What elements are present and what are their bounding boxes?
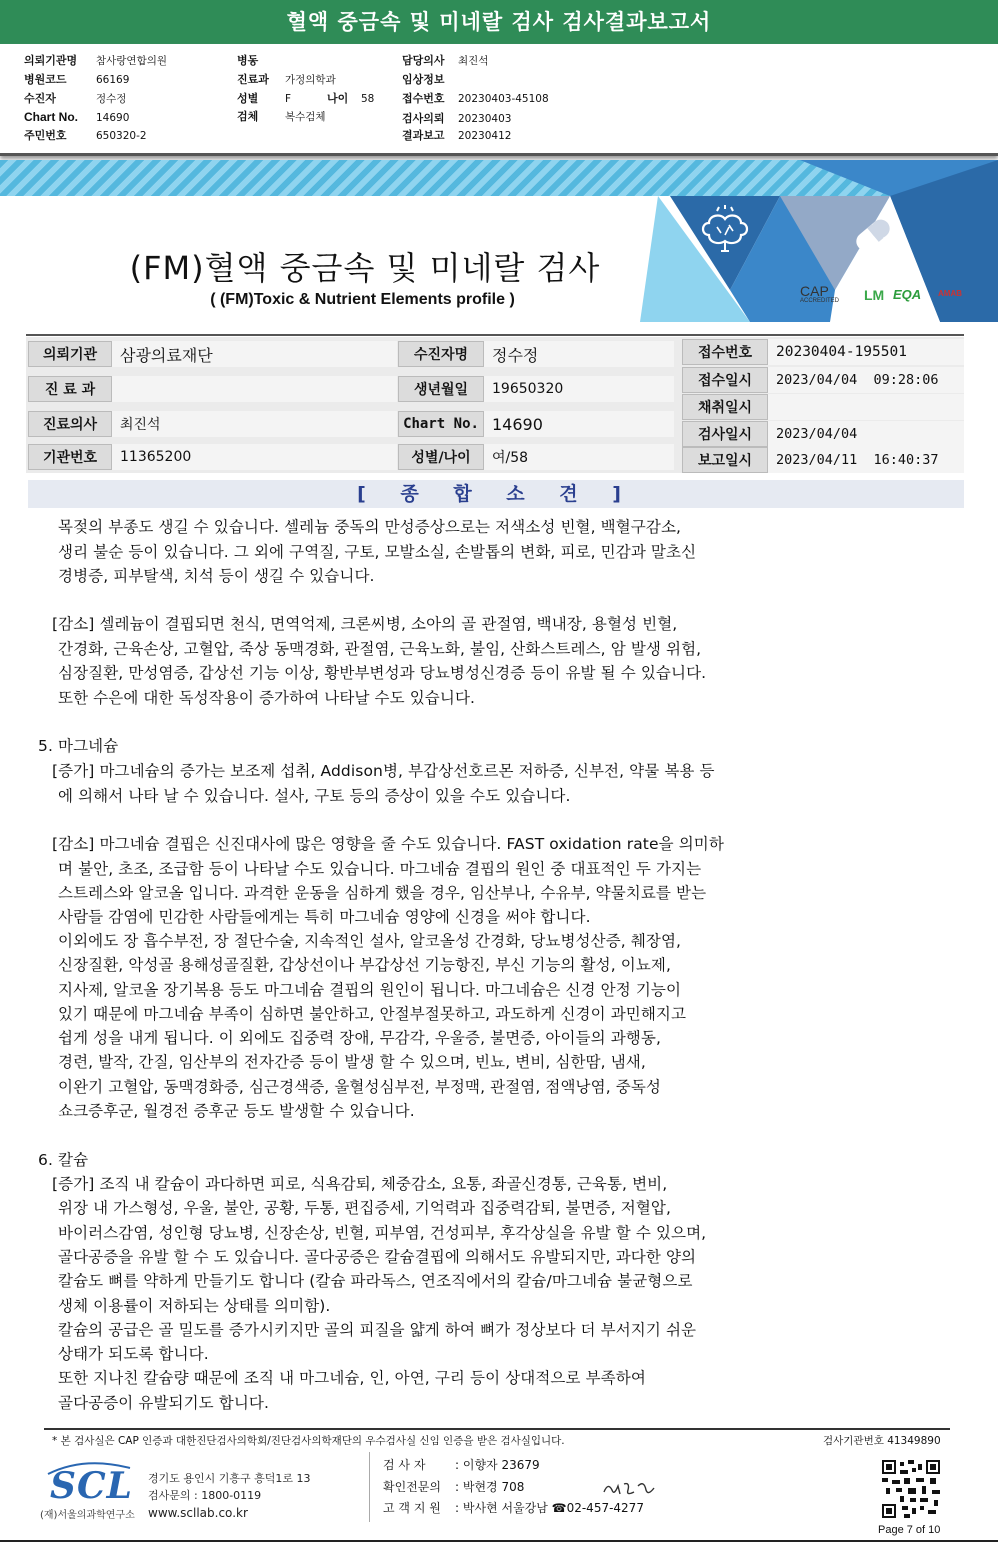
page-number: Page 7 of 10 [878, 1524, 941, 1536]
ih-report-date: 결과보고 20230412 [402, 129, 512, 142]
ih-requester: 의뢰기관명 참사랑연합의원 [24, 54, 168, 67]
text-line: 생체 이용률이 저하되는 상태를 의미함). [58, 1297, 331, 1315]
text-line: 골다공증을 유발 할 수 도 있습니다. 골다공증은 칼슘결핍에 의해서도 유발되지만, 과다한 양의 [58, 1248, 697, 1266]
ih-request-date: 검사의뢰 20230403 [402, 112, 512, 125]
ih-accession-no: 접수번호 20230403-45108 [402, 92, 549, 105]
institution-number: 검사기관번호 41349890 [823, 1435, 941, 1447]
label-institution-no: 기관번호 [28, 444, 112, 470]
text-line: 간경화, 근육손상, 고혈압, 죽상 동맥경화, 관절염, 근육노화, 불임, 산화스트레스, 암 발생 위험, [58, 640, 702, 658]
label-birthdate: 생년월일 [398, 376, 484, 402]
label-patient-name: 수진자명 [398, 341, 484, 367]
label-tested-at: 검사일시 [682, 421, 768, 447]
bottom-rule [0, 1540, 998, 1542]
qr-code [882, 1460, 940, 1518]
label-doctor: 진료의사 [28, 411, 112, 437]
ih-patient: 수진자 정수정 [24, 92, 127, 105]
label-sex-age: 성별/나이 [398, 444, 484, 470]
summary-header: [ 종 합 소 견 ] [28, 480, 964, 508]
text-line: 또한 지나친 칼슘량 때문에 조직 내 마그네슘, 인, 아연, 구리 등이 상대적으로 부족하여 [58, 1369, 646, 1387]
specialist-signature [600, 1478, 660, 1500]
text-line: 사람들 감염에 민감한 사람들에게는 특히 마그네슘 영양에 신경을 써야 합니다. [58, 908, 591, 926]
lab-address: 경기도 용인시 기흥구 흥덕1로 13 [148, 1472, 311, 1485]
text-line: 생리 불순 등이 있습니다. 그 외에 구역질, 구토, 모발소실, 손발톱의 변화, 피로, 민감과 말초신 [58, 543, 697, 561]
contact-support: 고 객 지 원 : 박사현 서울강남 ☎02-457-4277 [383, 1501, 644, 1515]
contact-specialist: 확인전문의 : 박현경 708 [383, 1480, 525, 1494]
ih-resident-no: 주민번호 650320-2 [24, 129, 147, 142]
text-line: 칼슘의 공급은 골 밀도를 증가시키지만 골의 피질을 얇게 하여 뼈가 정상보다 더 부서지기 쉬운 [58, 1321, 697, 1339]
text-line: 있기 때문에 마그네슘 부족이 심하면 불안하고, 안절부절못하고, 과도하게 신경이 과민해지고 [58, 1005, 687, 1023]
value-patient-name: 정수정 [484, 341, 674, 367]
text-line: 칼슘도 뼈를 약하게 만들기도 합니다 (칼슘 파라독스, 연조직에서의 칼슘/마그네슘 불균형으로 [58, 1272, 693, 1290]
report-title: (FM)혈액 중금속 및 미네랄 검사 [129, 249, 601, 287]
value-birthdate: 19650320 [484, 376, 674, 402]
value-chart-no: 14690 [484, 411, 674, 437]
text-line: 스트레스와 알코올 입니다. 과격한 운동을 심하게 했을 경우, 임산부나, 수유부, 약물치료를 받는 [58, 884, 707, 902]
text-line: [감소] 마그네슘 결핍은 신진대사에 많은 영향을 줄 수도 있습니다. FAST oxidation rate을 의미하 [52, 835, 724, 853]
section-heading-magnesium: 5. 마그네슘 [38, 737, 119, 755]
label-received-at: 접수일시 [682, 367, 768, 393]
footer-divider [369, 1452, 370, 1522]
value-received-at: 2023/04/04 09:28:06 [768, 367, 964, 393]
label-accession-no: 접수번호 [682, 339, 768, 365]
text-line: 상태가 되도록 합니다. [58, 1345, 209, 1363]
value-sex-age: 여/58 [484, 444, 674, 470]
text-line: 이외에도 장 흡수부전, 장 절단수술, 지속적인 설사, 알코올성 간경화, 당뇨병성산증, 췌장염, [58, 932, 682, 950]
label-collected-at: 채취일시 [682, 394, 768, 420]
lab-inquiry-phone: 검사문의 : 1800-0119 [148, 1489, 262, 1502]
value-accession-no: 20230404-195501 [768, 339, 964, 365]
label-reported-at: 보고일시 [682, 447, 768, 473]
text-line: 위장 내 가스형성, 우울, 불안, 공황, 두통, 편집증세, 기억력과 집중력감퇴, 불면증, 저혈압, [58, 1199, 672, 1217]
value-requester: 삼광의료재단 [112, 341, 397, 367]
text-line: 바이러스감염, 성인형 당뇨병, 신장손상, 빈혈, 피부염, 건성피부, 후각상실을 유발 할 수 있으며, [58, 1224, 707, 1242]
text-line: 경련, 발작, 간질, 임산부의 전자간증 등이 발생 할 수 있으며, 빈뇨, 변비, 심한땀, 냄새, [58, 1053, 646, 1071]
cap-accredited-text: ACCREDITED [800, 298, 840, 304]
footer-rule [44, 1428, 950, 1430]
label-chart-no: Chart No. [398, 411, 484, 437]
ih-department: 진료과 가정의학과 [237, 73, 336, 86]
certification-note: * 본 검사실은 CAP 인증과 대한진단검사의학회/진단검사의학재단의 우수검사실 신임 인증을 받은 검사실입니다. [52, 1435, 565, 1447]
text-line: 신장질환, 악성골 용해성골질환, 갑상선이나 부갑상선 기능항진, 부신 기능의 활성, 이뇨제, [58, 956, 672, 974]
text-line: [감소] 셀레늄이 결핍되면 천식, 면역억제, 크론씨병, 소아의 골 관절염, 백내장, 용혈성 빈혈, [52, 615, 678, 633]
ih-chart-no: Chart No. 14690 [24, 110, 130, 124]
text-line: 목젖의 부종도 생길 수 있습니다. 셀레늄 중독의 만성증상으로는 저색소성 빈혈, 백혈구감소, [58, 518, 682, 536]
contact-tester: 검 사 자 : 이향자 23679 [383, 1458, 540, 1472]
text-line: 쉽게 성을 내게 됩니다. 이 외에도 집중력 장애, 무감각, 우울증, 불면증, 아이들의 과행동, [58, 1029, 661, 1047]
value-reported-at: 2023/04/11 16:40:37 [768, 447, 964, 473]
text-line: 심장질환, 만성염증, 갑상선 기능 이상, 황반부변성과 당뇨병성신경증 등이 유발 될 수 있습니다. [58, 664, 707, 682]
label-department: 진 료 과 [28, 376, 112, 402]
lm-logo: LM [864, 287, 885, 303]
text-line: 쇼크증후군, 월경전 증후군 등도 발생할 수 있습니다. [58, 1102, 415, 1120]
text-line: 또한 수은에 대한 독성작용이 증가하여 나타날 수도 있습니다. [58, 689, 476, 707]
amab-logo: AMAB [938, 289, 962, 298]
text-line: 경병증, 피부탈색, 치석 등이 생길 수 있습니다. [58, 567, 375, 585]
label-requester: 의뢰기관 [28, 341, 112, 367]
ih-sex-age: 성별 F 나이 58 [237, 92, 375, 105]
report-subtitle: ( (FM)Toxic & Nutrient Elements profile ) [210, 291, 515, 308]
text-line: 골다공증이 유발되기도 합니다. [58, 1394, 270, 1412]
scl-logo: SCL [50, 1465, 133, 1507]
value-institution-no: 11365200 [112, 444, 397, 470]
eqa-logo: EQA [893, 287, 922, 302]
text-line: 이완기 고혈압, 동맥경화증, 심근경색증, 울혈성심부전, 부정맥, 관절염, 점액낭염, 중독성 [58, 1078, 661, 1096]
text-line: [증가] 조직 내 칼슘이 과다하면 피로, 식욕감퇴, 체중감소, 요통, 좌골신경통, 근육통, 변비, [52, 1175, 668, 1193]
text-line: 며 불안, 초조, 조급함 등이 나타날 수도 있습니다. 마그네슘 결핍의 원인 중 대표적인 두 가지는 [58, 860, 702, 878]
ih-ward: 병동 [237, 54, 259, 67]
scl-logo-subtitle: (재)서울의과학연구소 [40, 1510, 135, 1521]
cap-logo: CAP [800, 283, 829, 299]
report-main-title: 혈액 중금속 및 미네랄 검사 검사결과보고서 [0, 0, 998, 44]
value-tested-at: 2023/04/04 [768, 421, 964, 447]
ih-specimen: 검체 복수검체 [237, 110, 326, 123]
text-line: 에 의해서 나타 날 수 있습니다. 설사, 구토 등의 증상이 있을 수도 있습니다. [58, 787, 571, 805]
value-doctor: 최진석 [112, 411, 397, 437]
text-line: 지사제, 알코올 장기복용 등도 마그네슘 결핍의 원인이 됩니다. 마그네슘은 신경 안정 기능이 [58, 981, 682, 999]
text-line: [증가] 마그네슘의 증가는 보조제 섭취, Addison병, 부갑상선호르몬 저하증, 신부전, 약물 복용 등 [52, 762, 715, 780]
section-heading-calcium: 6. 칼슘 [38, 1151, 89, 1169]
ih-clinical-info: 임상정보 [402, 73, 445, 86]
ih-doctor: 담당의사 최진석 [402, 54, 489, 67]
lab-website: www.scllab.co.kr [148, 1506, 248, 1520]
ih-hospital-code: 병원코드 66169 [24, 73, 130, 86]
